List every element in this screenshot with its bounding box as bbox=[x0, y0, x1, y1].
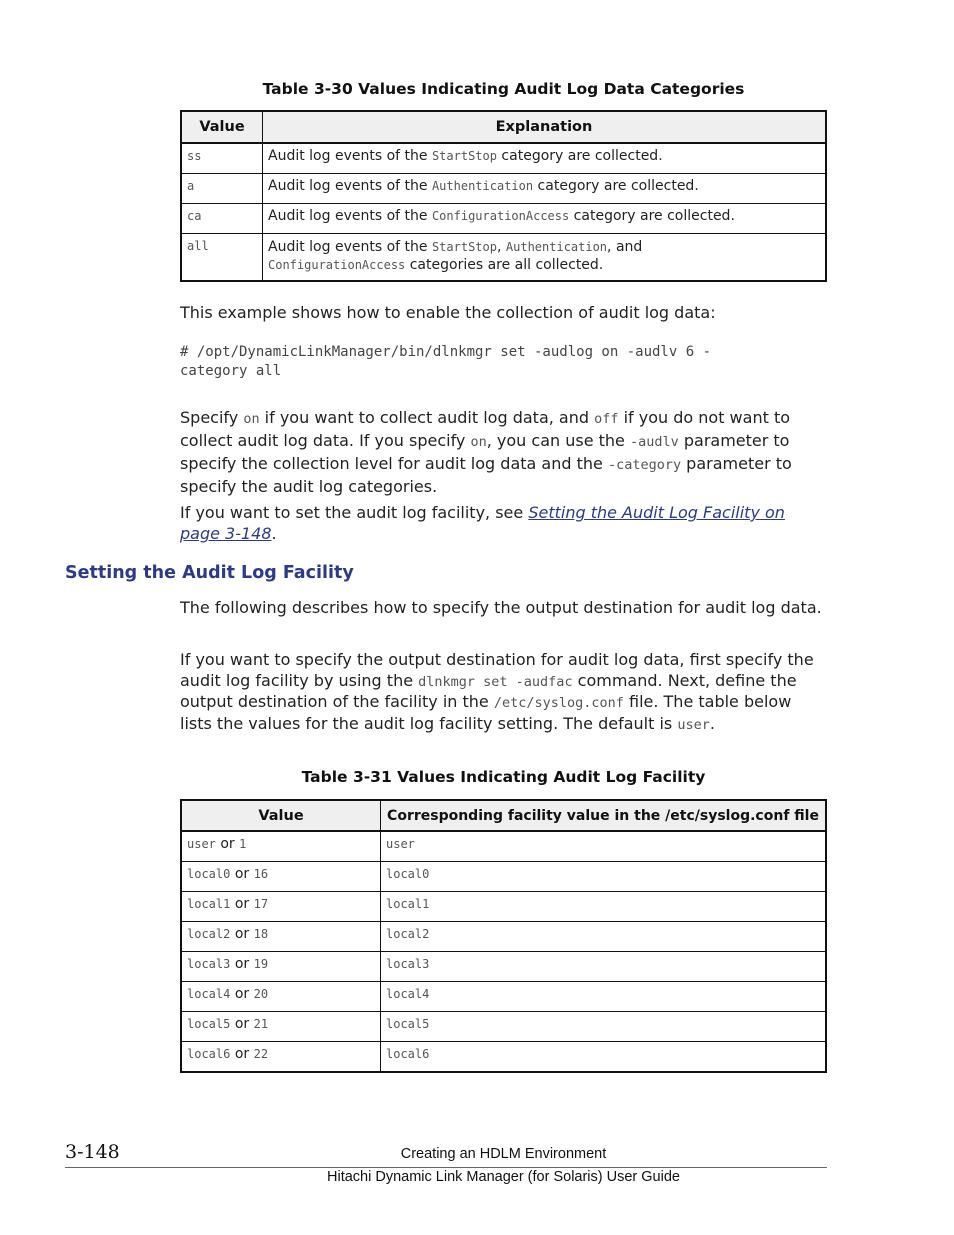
or-text: or bbox=[234, 926, 250, 942]
facility-name: local0 bbox=[187, 867, 231, 881]
body-text: if you do not want to collect audit log data. If you specify bbox=[180, 408, 791, 450]
category-code: StartStop bbox=[431, 149, 497, 163]
facility-number: 22 bbox=[253, 1047, 269, 1061]
table-31 bbox=[180, 799, 827, 1073]
or-text: or bbox=[234, 986, 250, 1002]
explanation-text: category are collected. bbox=[533, 177, 699, 194]
body-text: , you can use the bbox=[486, 431, 630, 450]
table-row bbox=[181, 862, 826, 892]
table-30 bbox=[180, 110, 827, 282]
explanation-text: , and bbox=[607, 238, 643, 255]
facility-number: 1 bbox=[239, 837, 247, 851]
facility-value: local5 bbox=[386, 1017, 430, 1031]
category-value: ss bbox=[187, 149, 202, 163]
category-code: Authentication bbox=[431, 178, 534, 193]
command-line: # /opt/DynamicLinkManager/bin/dlnkmgr set -audlog on -audlv 6 - bbox=[180, 344, 712, 360]
facility-name: local4 bbox=[187, 987, 231, 1001]
table-row bbox=[181, 143, 826, 173]
body-text: parameter to specify the collection level for audit log data and the bbox=[180, 431, 790, 473]
describes-paragraph: The following describes how to specify the output destination for audit log data. bbox=[180, 598, 822, 617]
section-heading: Setting the Audit Log Facility bbox=[65, 563, 354, 583]
facility-number: 19 bbox=[253, 957, 269, 971]
explanation-text: Audit log events of the bbox=[268, 148, 432, 164]
category-code: ConfigurationAccess bbox=[268, 257, 406, 272]
specify-paragraph bbox=[180, 407, 827, 497]
table-row bbox=[181, 982, 826, 1012]
facility-value: local0 bbox=[386, 867, 430, 881]
link-text: page 3-148 bbox=[180, 524, 272, 543]
body-text: . bbox=[709, 713, 715, 733]
table-row bbox=[181, 203, 826, 233]
body-text: file. The table below lists the values for the audit log facility setting. The default is bbox=[180, 692, 792, 733]
or-text: or bbox=[234, 1016, 250, 1032]
body-text: if you want to collect audit log data, and bbox=[259, 408, 595, 427]
category-code: ConfigurationAccess bbox=[431, 208, 570, 223]
table-row bbox=[181, 173, 826, 203]
table-row bbox=[181, 892, 826, 922]
facility-value: local4 bbox=[386, 987, 430, 1001]
or-text: or bbox=[234, 956, 250, 972]
category-value: ca bbox=[187, 208, 202, 223]
inline-code: off bbox=[594, 411, 619, 427]
body-text: If you want to set the audit log facility, see bbox=[180, 503, 529, 522]
inline-code: -audlv bbox=[629, 434, 679, 450]
footer-chapter: Creating an HDLM Environment bbox=[400, 1146, 607, 1162]
explanation-text: categories are all collected. bbox=[405, 256, 604, 273]
table-row bbox=[181, 922, 826, 952]
command-line: category all bbox=[180, 362, 282, 379]
category-code: Authentication bbox=[505, 239, 608, 254]
explanation-text: category are collected. bbox=[496, 148, 663, 164]
table-row bbox=[181, 233, 826, 281]
table-row bbox=[181, 1042, 826, 1073]
footer-divider bbox=[65, 1167, 827, 1168]
table-row bbox=[181, 831, 826, 862]
or-text: or bbox=[220, 836, 235, 852]
body-text: . bbox=[271, 524, 277, 543]
body-text: command. Next, define the output destination of the facility in the bbox=[180, 670, 797, 711]
or-text: or bbox=[234, 1046, 250, 1062]
footer-guide-title: Hitachi Dynamic Link Manager (for Solaris) User Guide bbox=[327, 1169, 680, 1185]
facility-number: 21 bbox=[253, 1017, 269, 1031]
body-text: If you want to specify the output destination for audit log data, first specify the audit log facility by using the bbox=[180, 650, 814, 690]
inline-code: on bbox=[470, 434, 487, 450]
link-text: Setting the Audit Log Facility on bbox=[528, 503, 785, 522]
or-text: or bbox=[234, 896, 250, 912]
facility-value: local1 bbox=[386, 897, 430, 911]
facility-value: user bbox=[386, 837, 415, 851]
table-row bbox=[181, 952, 826, 982]
category-value: a bbox=[187, 178, 195, 193]
inline-code: user bbox=[677, 716, 710, 733]
facility-value: local6 bbox=[386, 1047, 430, 1061]
or-text: or bbox=[234, 866, 250, 882]
table-30-header-value: Value bbox=[181, 111, 263, 143]
facility-number: 16 bbox=[253, 867, 269, 881]
output-paragraph bbox=[180, 650, 827, 735]
facility-name: local6 bbox=[187, 1047, 231, 1061]
table-31-header-value: Value bbox=[181, 800, 381, 831]
explanation-text: category are collected. bbox=[569, 207, 735, 224]
facility-value: local2 bbox=[386, 927, 430, 941]
page-number: 3-148 bbox=[65, 1141, 120, 1163]
category-code: StartStop bbox=[431, 239, 497, 254]
facility-name: local2 bbox=[187, 927, 231, 941]
inline-code: -category bbox=[607, 457, 682, 473]
inline-code: dlnkmgr set -audfac bbox=[418, 673, 573, 690]
inline-code: on bbox=[243, 411, 260, 427]
see-paragraph bbox=[180, 502, 827, 544]
explanation-text: Audit log events of the bbox=[268, 177, 432, 194]
facility-name: local5 bbox=[187, 1017, 231, 1031]
facility-name: local1 bbox=[187, 897, 231, 911]
explanation-text: Audit log events of the bbox=[268, 238, 432, 255]
table-30-caption: Table 3-30 Values Indicating Audit Log Data Categories bbox=[262, 80, 745, 98]
facility-name: user bbox=[187, 837, 216, 851]
table-row bbox=[181, 1012, 826, 1042]
facility-number: 18 bbox=[253, 927, 269, 941]
table-31-header-facility: Corresponding facility value in the /etc/syslog.conf file bbox=[381, 800, 827, 831]
facility-value: local3 bbox=[386, 957, 430, 971]
facility-number: 17 bbox=[253, 897, 269, 911]
example-paragraph: This example shows how to enable the collection of audit log data: bbox=[180, 303, 716, 322]
facility-number: 20 bbox=[253, 987, 269, 1001]
table-30-header-explanation: Explanation bbox=[263, 111, 827, 143]
explanation-text: Audit log events of the bbox=[268, 207, 432, 224]
category-value: all bbox=[187, 238, 209, 253]
facility-name: local3 bbox=[187, 957, 231, 971]
inline-code: /etc/syslog.conf bbox=[493, 695, 624, 711]
table-31-caption: Table 3-31 Values Indicating Audit Log Facility bbox=[301, 768, 706, 786]
explanation-text: , bbox=[496, 238, 506, 255]
body-text: Specify bbox=[180, 408, 244, 427]
body-text: parameter to specify the audit log categories. bbox=[180, 454, 792, 496]
command-example bbox=[180, 343, 827, 380]
